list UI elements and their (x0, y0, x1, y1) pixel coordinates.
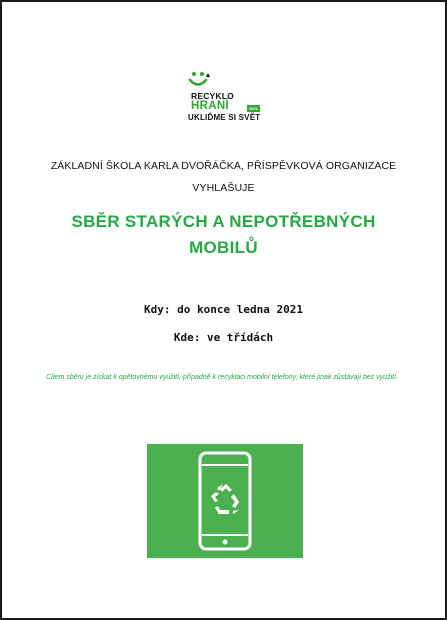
headline-line-1: SBĚR STARÝCH A NEPOTŘEBNÝCH (71, 212, 376, 231)
logo-slogan: UKLIĎME SI SVĚT (188, 113, 261, 122)
smiley-recycle-icon (188, 70, 212, 90)
logo-text-hrani: HRANÍ (191, 100, 229, 112)
phone-recycle-tile (147, 444, 303, 558)
headline-line-2: MOBILŮ (189, 238, 258, 257)
school-name: ZÁKLADNÍ ŠKOLA KARLA DVOŘÁČKA, PŘÍSPĚVKOVÁ ORGANIZACE (50, 160, 397, 172)
logo-text-recyklo: RECYKLO (191, 91, 234, 101)
logo-badge: 2021 (249, 106, 258, 111)
announces-label: VYHLAŠUJE (192, 182, 255, 194)
when-info: Kdy: do konce ledna 2021 (144, 303, 303, 316)
where-info: Kde: ve třídách (173, 331, 274, 344)
phone-recycle-icon (147, 444, 303, 558)
purpose-note: Cílem sběru je získat k opětovnému využití, případně k recyklaci mobilní telefony, které jinak zůstávají bez využití. (46, 374, 398, 381)
recykloherni-logo (188, 70, 268, 126)
